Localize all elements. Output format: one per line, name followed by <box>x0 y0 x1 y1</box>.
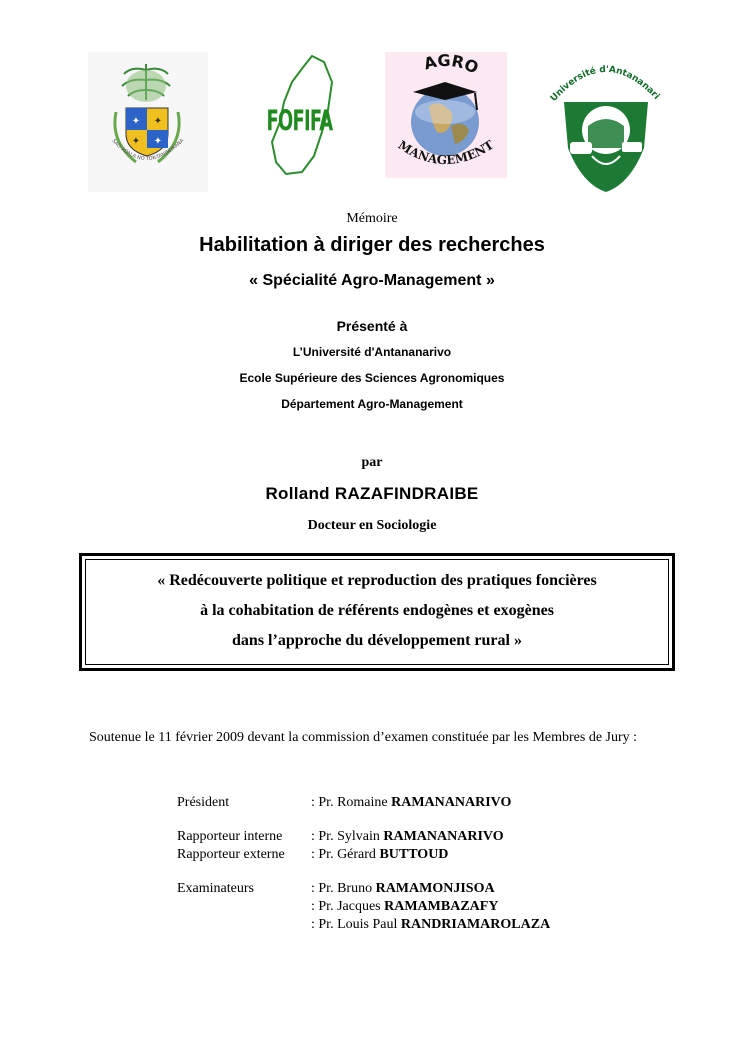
svg-text:AGRO: AGRO <box>421 52 482 78</box>
jury-row-examinateur-1 <box>177 880 597 898</box>
jury-row-examinateur-2 <box>177 898 597 916</box>
jury-member: : Pr. Sylvain RAMANANARIVO <box>311 829 504 844</box>
university-name: L’Université d'Antananarivo <box>292 345 452 359</box>
jury-member: : Pr. Jacques RAMAMBAZAFY <box>311 899 499 914</box>
jury-list-examinateurs <box>177 880 597 934</box>
par-label: par <box>361 455 383 470</box>
svg-text:✦: ✦ <box>131 116 141 127</box>
jury-row-examinateur-3 <box>177 916 597 934</box>
jury-member: : Pr. Gérard BUTTOUD <box>311 847 449 862</box>
author-name: Rolland RAZAFINDRAIBE <box>265 484 479 503</box>
essa-university-logo <box>546 52 666 196</box>
jury-role: Rapporteur externe <box>177 847 285 862</box>
presented-to-label: Présenté à <box>336 318 408 334</box>
fofifa-logo <box>262 52 338 176</box>
school-name: Ecole Supérieure des Sciences Agronomiques <box>239 371 505 385</box>
jury-row-president <box>177 794 597 812</box>
jury-list <box>177 794 597 812</box>
svg-text:✦: ✦ <box>131 136 141 147</box>
jury-member: : Pr. Romaine RAMANANARIVO <box>311 795 512 810</box>
memoire-label: Mémoire <box>346 211 398 226</box>
svg-text:SAO-ADALA NO TOK-TANINDRANA: SAO-ADALA NO TOK-TANINDRANA <box>110 137 186 163</box>
jury-member: : Pr. Bruno RAMAMONJISOA <box>311 881 495 896</box>
defense-statement: Soutenue le 11 février 2009 devant la commission d’examen constituée par les Membres de Jury : <box>89 730 638 745</box>
thesis-title-box <box>79 553 675 671</box>
jury-row-rapporteur-interne <box>177 828 597 846</box>
jury-member: : Pr. Louis Paul RANDRIAMAROLAZA <box>311 917 551 932</box>
jury-list-rapporteurs <box>177 828 597 864</box>
thesis-title-line-2: à la cohabitation de référents endogènes et exogènes <box>200 602 554 619</box>
department-name: Département Agro-Management <box>281 397 463 411</box>
svg-text:✦: ✦ <box>153 136 163 147</box>
svg-text:✦: ✦ <box>153 116 163 127</box>
svg-text:Université d'Antananarivo ESSA: Université d'Antananari <box>548 64 662 104</box>
jury-role: Examinateurs <box>177 881 254 896</box>
agro-management-logo <box>385 52 507 178</box>
svg-text:MANAGEMENT: MANAGEMENT <box>395 137 497 168</box>
author-degree: Docteur en Sociologie <box>307 518 437 533</box>
jury-role: Président <box>177 795 230 810</box>
svg-text:FOFIFA: FOFIFA <box>266 104 333 138</box>
specialty-subtitle: « Spécialité Agro-Management » <box>249 272 495 289</box>
thesis-title-line-1: « Redécouverte politique et reproduction des pratiques foncières <box>157 572 597 589</box>
jury-row-rapporteur-externe <box>177 846 597 864</box>
jury-role: Rapporteur interne <box>177 829 283 844</box>
page-title: Habilitation à diriger des recherches <box>199 234 545 256</box>
madagascar-emblem-logo <box>88 52 208 192</box>
thesis-title-line-3: dans l’approche du développement rural » <box>232 632 522 649</box>
